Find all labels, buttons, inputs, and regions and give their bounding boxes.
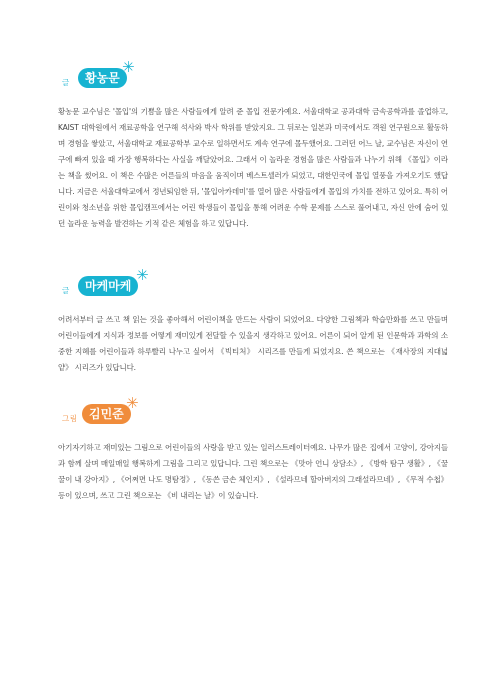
author-section-hwang [58, 58, 448, 240]
author-label [58, 58, 448, 90]
role-label: 글 [62, 78, 70, 87]
author-label [58, 266, 448, 298]
author-bio: 어려서부터 글 쓰고 책 읽는 것을 좋아해서 어린이책을 만드는 사람이 되었어요. 다양한 그림책과 학습만화를 쓰고 만들며 어린이들에게 지식과 정보를 어떻게 재미있게 전달할 수 있을지 생각하고 있어요. 어른이 되어 알게 된 인문학과 과학의 소중한 지혜를 어린이들과 하루빨리 나누고 싶어서 《빅티처》 시리즈를 만들게 되었지요. 쓴 책으로는 《재사장의 지대넓얕》 시리즈가 있답니다. [58, 315, 448, 372]
sparkle-icon: ✳ [126, 394, 139, 412]
author-bio: 황농문 교수님은 '몰입'의 기쁨을 많은 사람들에게 알려 준 몰입 전문가예요. 서울대학교 공과대학 금속공학과를 졸업하고, KAIST 대학원에서 재료공학을 연구해 석사와 박사 학위를 받았지요. 그 뒤로는 일본과 미국에서도 객원 연구원으로 활동하며 경험을 쌓았고, 서울대학교 재료공학부 교수로 일하면서도 계속 연구에 몰두했어요. 그러던 어느 날, 교수님은 자신이 연구에 빠져 있을 때 가장 행복하다는 사실을 깨달았어요. 그래서 이 놀라운 경험을 많은 사람들과 나누기 위해 《몰입》이라는 책을 썼어요. 이 책은 수많은 어른들의 마음을 움직이며 베스트셀러가 되었고, 대한민국에 몰입 열풍을 가져오기도 했답니다. 지금은 서울대학교에서 정년퇴임한 뒤, '몰입아카데미'를 열어 많은 사람들에게 몰입의 가치를 전하고 있어요. 특히 어린이와 청소년을 위한 몰입캠프에서는 어린 학생들이 몰입을 통해 어려운 수학 문제를 스스로 풀어내고, 자신 안에 숨어 있던 놀라운 능력을 발견하는 기적 같은 체험을 하고 있답니다. [58, 107, 448, 228]
illustrator-label [58, 394, 448, 426]
illustrator-name: 김민준 [82, 404, 131, 424]
author-section-make [58, 266, 448, 384]
sparkle-icon: ✳ [136, 266, 149, 284]
author-name: 마케마케 [78, 276, 138, 296]
author-name: 황농문 [78, 68, 127, 88]
illustrator-section-kim [58, 394, 448, 512]
sparkle-icon: ✳ [122, 58, 135, 76]
role-label: 그림 [62, 414, 78, 423]
role-label: 글 [62, 286, 70, 295]
illustrator-bio: 아기자기하고 재미있는 그림으로 어린이들의 사랑을 받고 있는 일러스트레이터예요. 나무가 많은 집에서 고양이, 강아지들과 함께 살며 매일매일 행복하게 그림을 그리고 있답니다. 그린 책으로는 《맛아 언니 상담소》, 《방학 탐구 생활》, 《꿀꿀이 내 강아지》, 《어쩌면 나도 명탐정》, 《동쓴 금손 체인지》, 《설라므네 할아버지의 그래설라므네》, 《무적 수첩》 등이 있으며, 쓰고 그린 책으로는 《비 내리는 날》이 있습니다. [58, 443, 448, 500]
